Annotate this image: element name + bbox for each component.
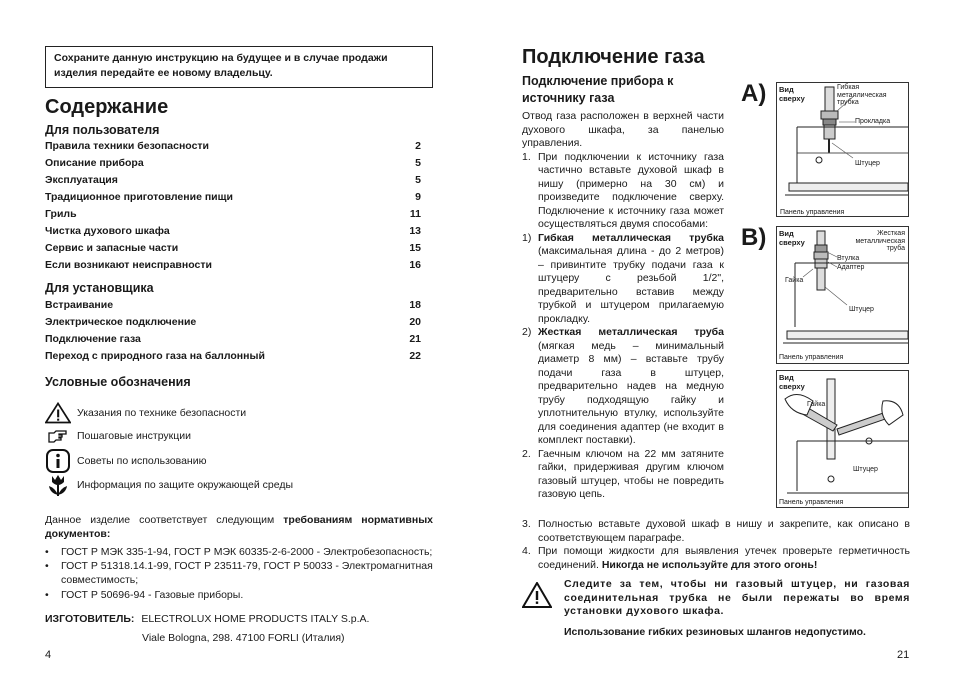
pointing-hand-icon [45, 429, 71, 443]
toc-entry-page: 18 [409, 299, 421, 311]
toc-entry-label: Сервис и запасные части [45, 242, 179, 254]
toc-entry-label: Если возникают неисправности [45, 259, 212, 271]
rigid-pipe-label: Жесткая металлическая труба [855, 230, 905, 253]
step-text: Полностью вставьте духовой шкаф в нишу и закрепите, как описано в соответствующем параграфе. [538, 518, 910, 544]
toc-row-installer [45, 299, 421, 311]
step-text: При помощи жидкости для выявления утечек проверьте герметичность соединений. [538, 545, 910, 571]
toc-row-user [45, 174, 421, 186]
option-title: Жесткая металлическая труба [538, 326, 724, 338]
view-from-top-label: Вид сверху [779, 85, 805, 103]
toc-entry-page: 20 [409, 316, 421, 328]
conformity-bold: требованиям нормативных документов: [45, 514, 434, 541]
symbol-row-safety [45, 401, 246, 425]
toc-entry-label: Традиционное приготовление пищи [45, 191, 233, 203]
step-text: При подключении к источнику газа частично вставьте духовой шкаф в нишу (примерно на 30 см) и произведите подключение сверху. Подключение к источнику газа может осуществляться двумя способами: [538, 150, 724, 230]
symbol-label: Пошаговые инструкции [77, 430, 192, 442]
step-2: 2. Гаечным ключом на 22 мм затяните гайки, придерживая другим ключом газовый штуцер, чтобы не повредить газовую цепь. [522, 447, 724, 500]
nut-label: Гайка [807, 401, 826, 408]
toc-entry-label: Чистка духового шкафа [45, 225, 170, 237]
toc-entry-page: 21 [409, 333, 421, 345]
control-panel-label: Панель управления [779, 354, 844, 361]
toc-entry-label: Правила техники безопасности [45, 140, 210, 152]
user-section-heading: Для пользователя [45, 123, 160, 137]
warning-triangle-icon [45, 401, 71, 425]
option-2: 2) Жесткая металлическая труба (мягкая медь – минимальный диаметр 8 мм) – вставьте трубу подачи газа в штуцер, предварительно надев на медную трубу подходящую гайку и уплотнительную втулку, используйте для соединения адаптер (не входит в комплект поставки). [522, 326, 724, 446]
adapter-label: Адаптер [837, 264, 865, 271]
flex-tube-label: Гибкая металлическая трубка [837, 84, 887, 107]
toc-entry-label: Подключение газа [45, 333, 141, 345]
toc-row-user [45, 191, 421, 203]
gas-connection-title: Подключение газа [522, 46, 705, 68]
control-panel-label: Панель управления [779, 499, 844, 506]
keep-instructions-notice: Сохраните данную инструкцию на будущее и в случае продажи изделия передайте ее новому владельцу. [45, 46, 433, 88]
page-number-left: 4 [45, 649, 52, 661]
final-steps [522, 518, 910, 572]
toc-entry-label: Гриль [45, 208, 77, 220]
fitting-label: Штуцер [853, 466, 878, 473]
step-text: Гаечным ключом на 22 мм затяните гайки, придерживая другим ключом газовый штуцер, чтобы не повредить газовую цепь. [538, 447, 724, 500]
toc-entry-page: 2 [415, 140, 421, 152]
toc-row-user [45, 157, 421, 169]
control-panel-label: Панель управления [780, 209, 845, 216]
list-item: • ГОСТ Р 50696-94 - Газовые приборы. [45, 588, 433, 602]
symbol-row-environment [45, 473, 293, 497]
tulip-icon [45, 473, 71, 497]
pinch-warning: Следите за тем, чтобы ни газовый штуцер, ни газовая соединительная трубка не были пережаты во время установки духового шкафа. [564, 578, 910, 617]
toc-entry-page: 11 [409, 208, 421, 220]
toc-row-user [45, 225, 421, 237]
symbol-label: Указания по технике безопасности [77, 407, 247, 419]
toc-row-user [45, 242, 421, 254]
step-3: 3. Полностью вставьте духовой шкаф в нишу и закрепите, как описано в соответствующем параграфе. [522, 518, 910, 544]
toc-row-installer [45, 350, 421, 362]
warning-triangle-icon [522, 582, 552, 613]
figure-a-label: A) [741, 80, 767, 107]
option-1: 1) Гибкая металлическая трубка (максимальная длина - до 2 метров) – привинтите трубку подачи газа к штуцеру с резьбой 1/2", предварительно вставив между трубкой и штуцером прилагаемую прокладку. [522, 231, 724, 325]
step-4: 4. При помощи жидкости для выявления утечек проверьте герметичность соединений. Никогда не используйте для этого огонь! [522, 545, 910, 571]
gas-instructions-column [522, 110, 724, 502]
toc-entry-label: Электрическое подключение [45, 316, 197, 328]
toc-entry-page: 22 [409, 350, 421, 362]
conformity-intro: Данное изделие соответствует следующим [45, 514, 275, 526]
symbol-label: Советы по использованию [77, 455, 207, 467]
step-1: 1. При подключении к источнику газа частично вставьте духовой шкаф в нишу (примерно на 30 см) и произведите подключение сверху. Подключение к источнику газа может осуществляться двумя способами: [522, 150, 724, 230]
toc-row-user [45, 140, 421, 152]
manufacturer-name: ELECTROLUX HOME PRODUCTS ITALY S.p.A. [141, 613, 370, 625]
toc-entry-label: Переход с природного газа на баллонный [45, 350, 265, 362]
figure-c-drawing [777, 371, 908, 507]
toc-entry-page: 5 [415, 157, 421, 169]
toc-row-user [45, 208, 421, 220]
symbol-row-steps [45, 429, 191, 443]
toc-entry-page: 16 [409, 259, 421, 271]
toc-entry-page: 13 [409, 225, 421, 237]
view-from-top-label: Вид сверху [779, 229, 805, 247]
figure-c-wrench-tightening [776, 370, 909, 508]
sleeve-label: Втулка [837, 255, 860, 262]
manufacturer-address: Viale Bologna, 298. 47100 FORLI (Италия) [142, 632, 345, 644]
toc-row-installer [45, 333, 421, 345]
toc-row-user [45, 259, 421, 271]
symbol-label: Информация по защите окружающей среды [77, 479, 294, 491]
figure-b-rigid-pipe [776, 226, 909, 364]
view-from-top-label: Вид сверху [779, 373, 805, 391]
toc-row-installer [45, 316, 421, 328]
option-text: (мягкая медь – минимальный диаметр 8 мм) – вставьте трубу подачи газа в штуцер, предварительно надев на медную трубу подходящую гайку и уплотнительную втулку, используйте для соединения адаптер (не входит в комплект поставки). [538, 339, 724, 446]
fitting-label: Штуцер [849, 306, 874, 313]
conformity-statement [45, 513, 433, 541]
list-item: • ГОСТ Р МЭК 335-1-94, ГОСТ Р МЭК 60335-2-6-2000 - Электробезопасность; [45, 545, 433, 559]
info-icon [45, 449, 71, 473]
rubber-hose-warning: Использование гибких резиновых шлангов недопустимо. [564, 626, 866, 638]
no-fire-warning: Никогда не используйте для этого огонь! [601, 558, 818, 571]
nut-label: Гайка [785, 277, 804, 284]
toc-entry-page: 5 [415, 174, 421, 186]
page-number-right: 21 [897, 649, 910, 661]
gasket-label: Прокладка [855, 118, 891, 125]
figure-a-flexible-tube [776, 82, 909, 217]
list-item: • ГОСТ Р 51318.14.1-99, ГОСТ Р 23511-79, ГОСТ Р 50033 - Электромагнитная совместимость; [45, 559, 433, 587]
toc-entry-page: 15 [409, 242, 421, 254]
option-text: (максимальная длина - до 2 метров) – привинтите трубку подачи газа к штуцеру с резьбой 1/2", предварительно вставив между трубкой и штуцером прилагаемую прокладку. [538, 245, 724, 325]
toc-entry-label: Описание прибора [45, 157, 144, 169]
fitting-label: Штуцер [855, 160, 880, 167]
toc-entry-page: 9 [415, 191, 421, 203]
symbols-heading: Условные обозначения [45, 375, 191, 389]
option-title: Гибкая металлическая трубка [538, 231, 724, 244]
toc-entry-label: Встраивание [45, 299, 114, 311]
intro-paragraph: Отвод газа расположен в верхней части духового шкафа, за панелью управления. [522, 110, 724, 149]
manufacturer-line [45, 612, 369, 626]
symbol-row-tips [45, 449, 206, 473]
subsection-title: Подключение прибора к источнику газа [522, 74, 674, 105]
figure-b-label: B) [741, 224, 767, 251]
toc-entry-label: Эксплуатация [45, 174, 118, 186]
installer-section-heading: Для установщика [45, 281, 154, 295]
manufacturer-label: ИЗГОТОВИТЕЛЬ: [45, 613, 135, 625]
contents-title: Содержание [45, 96, 169, 118]
standards-list [45, 545, 433, 602]
